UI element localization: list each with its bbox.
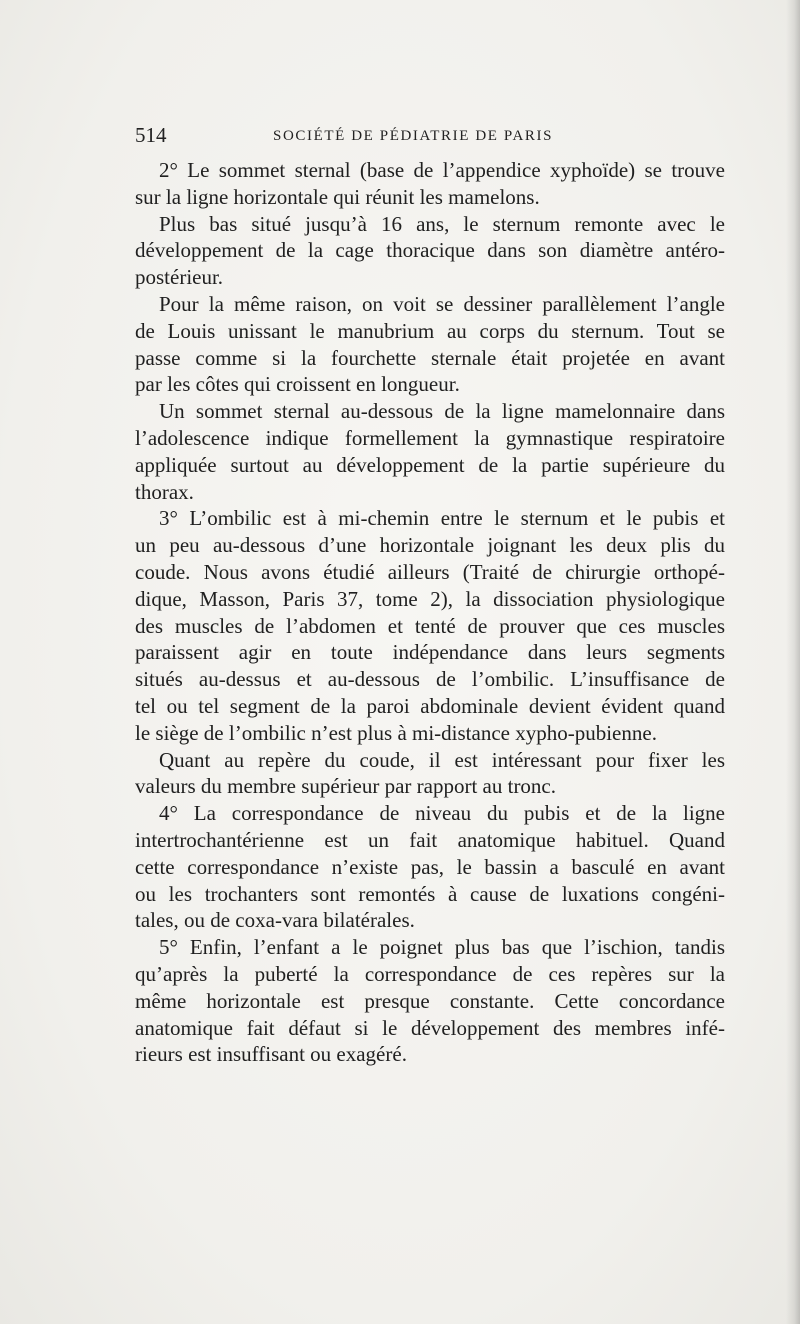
text-line: Un sommet sternal au-dessous de la ligne mamelonnaire dans <box>159 399 725 424</box>
text-line: rieurs est insuffisant ou exagéré. <box>135 1042 407 1067</box>
text-line: le siège de l’ombilic n’est plus à mi-distance xypho-pubienne. <box>135 720 657 745</box>
text-line: anatomique fait défaut si le développement des membres infé- <box>135 1015 725 1040</box>
text-line: qu’après la puberté la correspondance de ces repères sur la <box>135 961 725 986</box>
text-line: Plus bas situé jusqu’à 16 ans, le sternum remonte avec le <box>159 211 725 236</box>
text-line: même horizontale est presque constante. Cette concordance <box>135 988 725 1013</box>
text-line: 5° Enfin, l’enfant a le poignet plus bas que l’ischion, tandis <box>159 935 725 960</box>
text-line: intertrochantérienne est un fait anatomique habituel. Quand <box>135 827 725 852</box>
paragraph-poignet <box>135 934 725 1068</box>
text-line: 2° Le sommet sternal (base de l’appendice xyphoïde) se trouve <box>159 158 725 182</box>
paragraph-sommet-sternal <box>135 157 725 211</box>
text-line: ou les trochanters sont remontés à cause de luxations congéni- <box>135 881 725 906</box>
text-line: des muscles de l’abdomen et tenté de prouver que ces muscles <box>135 613 725 638</box>
paragraph-plus-bas <box>135 211 725 291</box>
paragraph-coude <box>135 747 725 801</box>
text-line: situés au-dessus et au-dessous de l’ombilic. L’insuffisance de <box>135 667 725 692</box>
body-text <box>135 157 725 1068</box>
text-line: de Louis unissant le manubrium au corps du sternum. Tout se <box>135 318 725 343</box>
paragraph-ombilic <box>135 505 725 746</box>
text-line: tales, ou de coxa-vara bilatérales. <box>135 908 415 933</box>
paragraph-meme-raison <box>135 291 725 398</box>
paragraph-pubis <box>135 800 725 934</box>
text-line: paraissent agir en toute indépendance dans leurs segments <box>135 640 725 665</box>
page-number: 514 <box>135 123 167 147</box>
text-line: développement de la cage thoracique dans son diamètre antéro- <box>135 238 725 263</box>
text-line: un peu au-dessous d’une horizontale joignant les deux plis du <box>135 533 725 558</box>
text-line: postérieur. <box>135 265 224 290</box>
text-line: passe comme si la fourchette sternale était projetée en avant <box>135 345 725 370</box>
text-line: Quant au repère du coude, il est intéressant pour fixer les <box>159 747 725 772</box>
text-line: coude. Nous avons étudié ailleurs (Traité de chirurgie orthopé- <box>135 559 725 584</box>
text-line: valeurs du membre supérieur par rapport au tronc. <box>135 774 557 799</box>
page-header <box>135 122 725 148</box>
text-line: Pour la même raison, on voit se dessiner parallèlement l’angle <box>159 291 725 316</box>
text-line: dique, Masson, Paris 37, tome 2), la dissociation physiologique <box>135 586 725 611</box>
text-line: l’adolescence indique formellement la gymnastique respiratoire <box>135 425 725 450</box>
running-head: SOCIÉTÉ DE PÉDIATRIE DE PARIS <box>273 128 554 144</box>
text-line: cette correspondance n’existe pas, le bassin a basculé en avant <box>135 854 725 879</box>
text-line: thorax. <box>135 479 194 504</box>
text-line: par les côtes qui croissent en longueur. <box>135 372 460 397</box>
text-line: tel ou tel segment de la paroi abdominale devient évident quand <box>135 693 725 718</box>
text-line: 4° La correspondance de niveau du pubis et de la ligne <box>159 801 725 826</box>
text-line: sur la ligne horizontale qui réunit les mamelons. <box>135 184 540 209</box>
text-line: appliquée surtout au développement de la partie supérieure du <box>135 452 725 477</box>
text-line: 3° L’ombilic est à mi-chemin entre le sternum et le pubis et <box>159 506 725 531</box>
paragraph-adolescence <box>135 398 725 505</box>
page-edge-shadow <box>786 0 800 1324</box>
